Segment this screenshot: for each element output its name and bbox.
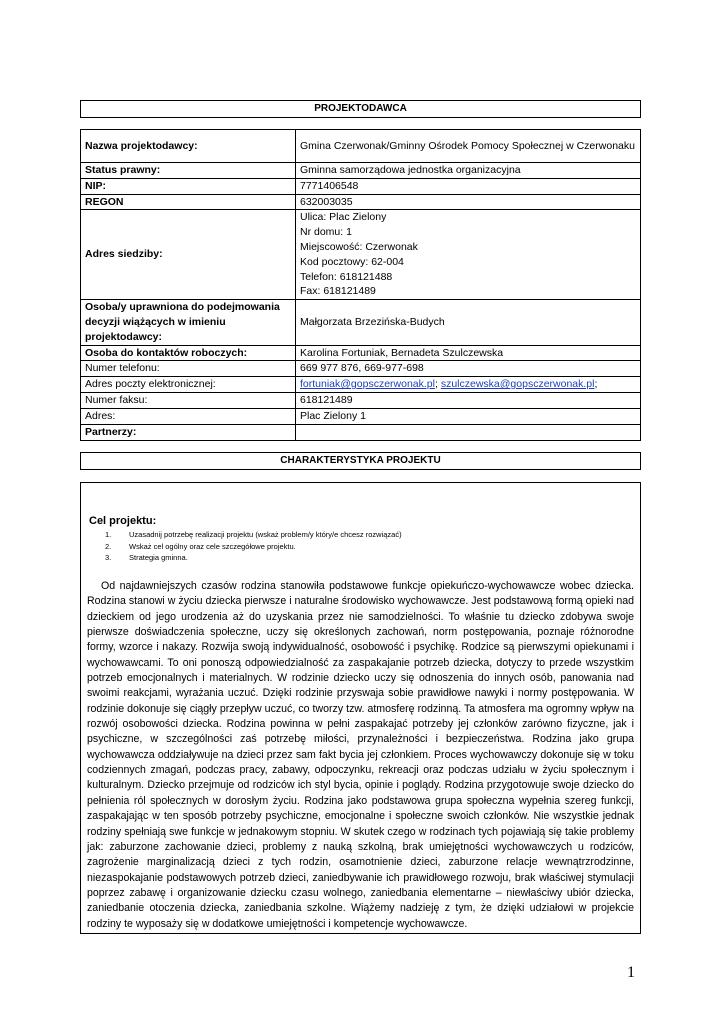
table-row <box>81 424 641 440</box>
project-description-box <box>80 482 641 934</box>
list-item <box>105 541 402 553</box>
section-header-charakterystyka: CHARAKTERYSTYKA PROJEKTU <box>80 452 641 470</box>
table-row <box>81 392 641 408</box>
table-row <box>81 377 641 393</box>
status-value: Gminna samorządowa jednostka organizacyjna <box>296 163 641 179</box>
table-row <box>81 130 641 163</box>
fax-value: 618121489 <box>296 392 641 408</box>
list-text: Strategia gminna. <box>129 553 188 562</box>
list-text: Uzasadnij potrzebę realizacji projektu (wskaż problem/y który/e chcesz rozwiązać) <box>129 530 402 539</box>
address-line: Kod pocztowy: 62-004 <box>300 255 404 268</box>
list-item <box>105 552 402 564</box>
section-header-projektodawca: PROJEKTODAWCA <box>80 100 641 118</box>
list-number: 2. <box>105 541 112 551</box>
table-row <box>81 210 641 300</box>
address-line: Telefon: 618121488 <box>300 270 393 283</box>
page-number: 1 <box>627 964 635 981</box>
nip-value: 7771406548 <box>296 178 641 194</box>
authorized-value: Małgorzata Brzezińska-Budych <box>296 300 641 345</box>
goal-title: Cel projektu: <box>89 515 157 527</box>
contact-value: Karolina Fortuniak, Bernadeta Szulczewska <box>296 345 641 361</box>
address-line: Fax: 618121489 <box>300 285 376 298</box>
address-line: Nr domu: 1 <box>300 226 352 239</box>
email-link-fortuniak[interactable]: fortuniak@gopsczerwonak.pl <box>300 378 435 391</box>
table-row <box>81 178 641 194</box>
table-row <box>81 163 641 179</box>
name-label: Nazwa projektodawcy: <box>81 130 296 163</box>
project-justification-paragraph: Od najdawniejszych czasów rodzina stanowiła podstawowe funkcje opiekuńczo-wychowawcze wobec dziecka. Rodzina stanowi w życiu dziecka pierwsze i naturalne środowisko wychowawcze. Jest podstawową formą opieki nad dzieckiem od jego urodzenia aż do uzyskania przez nie samodzielności. To właśnie tu dziecko zdobywa swoje pierwsze doświadczenia społeczne, uczy się określonych zachowań, norm postępowania, poznaje różnorodne formy, wzorce i nakazy. Rozwija swoją indywidualność, osobowość i psychikę. Rodzice są pierwszymi opiekunami i wychowawcami. To oni ponoszą odpowiedzialność za zaspakajanie potrzeb dziecka, dotyczy to przede wszystkim potrzeb emocjonalnych i materialnych. W rodzinie dziecko uczy się odnoszenia do innych osób, panowania nad swoimi reakcjami, wyrażania uczuć. Dzięki rodzinie przyswaja sobie prawidłowe nawyki i normy postępowania. W rodzinie dokonuje się ciągły przepływ uczuć, co tworzy tzw. atmosferę rodzinną. Ta atmosfera ma ogromny wpływ na rozwój osobowości dziecka. Rodzina powinna w pełni zaspakajać potrzeby jej członków zarówno fizyczne, jak i psychiczne, w szczególności zaś potrzebę miłości, przynależności i bezpieczeństwa. Rodzina jako grupa wychowawcza oddziaływuje na dzieci przez sam fakt bycia jej członkiem. Proces wychowawczy dokonuje się w toku codziennych zmagań, podczas pracy, zabawy, odpoczynku, rekreacji oraz podczas udziału w życiu społecznym i kulturalnym. Dziecko przejmuje od rodziców ich styl bycia, opinie i poglądy. Rodzina przygotowuje swoje dziecko do pełnienia ról społecznych w dorosłym życiu. Rodzina jako podstawowa grupa społeczna wypełnia szereg funkcji, zaspakajając w ten sposób potrzeby psychiczne, emocjonalne i społeczne swoich członków. Nie wszystkie jednak rodziny spełniają swe funkcje w jednakowym stopniu. W skutek czego w rodzinach tych pojawiają się takie problemy jak: zaburzone zachowanie dzieci, problemy z nauką szkolną, brak umiejętności wychowawczych u rodziców, zagrożenie marginalizacją dzieci z tych rodzin, osamotnienie dzieci, zaburzone relacje wewnątrzrodzinne, niezaspokajanie podstawowych potrzeb dzieci, zaniedbywanie ich prawidłowego rozwoju, brak właściwej stymulacji poprzez zabawę i organizowanie dziecku czasu wolnego, zaniedbania elementarne – niewłaściwy ubiór dziecka, zaniedbanie otoczenia dziecka, zaniedbania szkolne. Wiążemy nadzieję z tym, że dzięki udziałowi w projekcie rodziny te wyposaży się w dodatkowe umiejętności i kompetencje wychowawcze. <box>87 580 634 930</box>
email-separator: ; <box>434 378 441 391</box>
list-text: Wskaż cel ogólny oraz cele szczegółowe projektu. <box>129 541 296 551</box>
table-row <box>81 361 641 377</box>
regon-label: REGON <box>81 194 296 210</box>
name-value: Gmina Czerwonak/Gminny Ośrodek Pomocy Społecznej w Czerwonaku <box>296 130 641 163</box>
contact-label: Osoba do kontaktów roboczych: <box>81 345 296 361</box>
address-line: Ulica: Plac Zielony <box>300 211 387 224</box>
email-value <box>296 377 641 393</box>
table-row <box>81 345 641 361</box>
phone-label: Numer telefonu: <box>81 361 296 377</box>
phone-value: 669 977 876, 669-977-698 <box>296 361 641 377</box>
addr-value: Plac Zielony 1 <box>296 408 641 424</box>
partners-label: Partnerzy: <box>81 424 296 440</box>
authorized-label: Osoba/y uprawniona do podejmowania decyzji wiążących w imieniu projektodawcy: <box>81 300 296 345</box>
address-line: Miejscowość: Czerwonak <box>300 240 418 253</box>
fax-label: Numer faksu: <box>81 392 296 408</box>
list-number: 1. <box>105 530 112 539</box>
list-item <box>105 529 402 541</box>
instructions-list <box>105 529 402 564</box>
addr-label: Adres: <box>81 408 296 424</box>
table-row <box>81 408 641 424</box>
address-label: Adres siedziby: <box>81 210 296 300</box>
regon-value: 632003035 <box>296 194 641 210</box>
email-link-szulczewska[interactable]: szulczewska@gopsczerwonak.pl <box>440 378 595 391</box>
table-row <box>81 194 641 210</box>
applicant-info-table <box>80 129 641 441</box>
email-end: ; <box>594 378 598 391</box>
status-label: Status prawny: <box>81 163 296 179</box>
email-label: Adres poczty elektronicznej: <box>81 377 296 393</box>
nip-label: NIP: <box>81 178 296 194</box>
table-row <box>81 300 641 345</box>
address-value <box>296 210 641 300</box>
list-number: 3. <box>105 553 112 562</box>
partners-value <box>296 424 641 440</box>
